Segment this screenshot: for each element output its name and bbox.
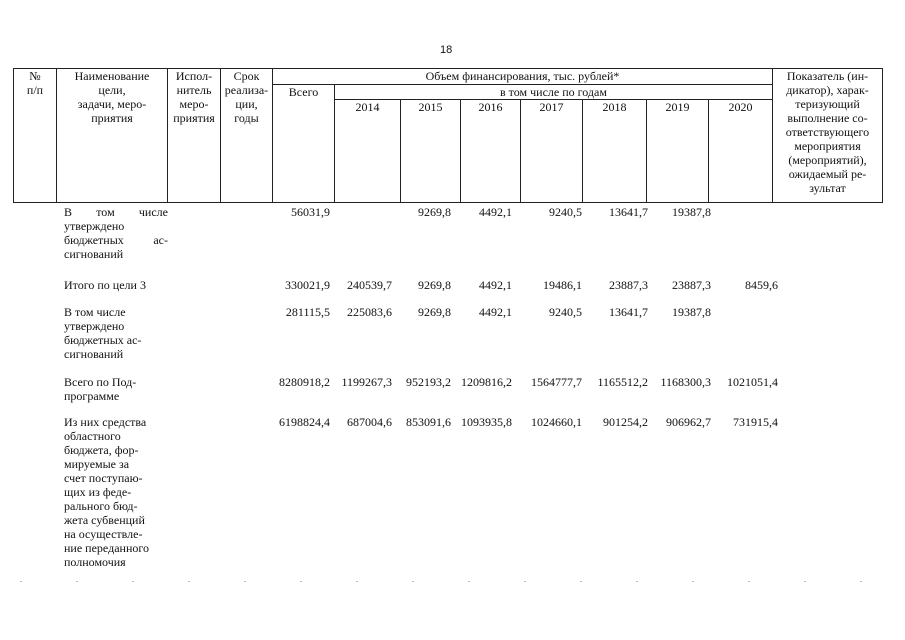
scan-dot <box>748 581 750 582</box>
page-number: 18 <box>440 44 453 56</box>
table-cell-value: 1564777,7 <box>531 375 582 389</box>
scan-dot <box>524 581 526 582</box>
header-year: 2020 <box>709 100 773 203</box>
table-cell-value: 13641,7 <box>609 305 648 319</box>
table-cell-value: 1199267,3 <box>341 375 392 389</box>
table-cell-value: 853091,6 <box>406 415 451 429</box>
table-cell-value: 330021,9 <box>285 278 330 292</box>
scan-dot <box>860 581 862 582</box>
table-cell-value: 1209816,2 <box>461 375 512 389</box>
header-year: 2017 <box>521 100 583 203</box>
table-cell-value: 9269,8 <box>418 205 451 219</box>
table-cell-value: 4492,1 <box>479 205 512 219</box>
header-term: Срок реализа- ции, годы <box>221 69 273 203</box>
table-cell-value: 9269,8 <box>418 305 451 319</box>
table-cell-value: 9240,5 <box>549 205 582 219</box>
header-name: Наименование цели, задачи, меро- приятия <box>57 69 168 203</box>
table-cell-value: 952193,2 <box>406 375 451 389</box>
table-cell-value: 281115,5 <box>285 305 330 319</box>
scan-dot <box>300 581 302 582</box>
row-label: Из них средства областного бюджета, фор- мируемые за счет поступаю- щих из феде- рального бюд- жета субвенций на осуществле- ние переданного полномочия <box>64 415 149 569</box>
table-cell-value: 9269,8 <box>418 278 451 292</box>
scan-dot <box>692 581 694 582</box>
header-executor: Испол- нитель меро- приятия <box>168 69 221 203</box>
header-year: 2019 <box>647 100 709 203</box>
table-cell-value: 1165512,2 <box>597 375 648 389</box>
table-cell-value: 1093935,8 <box>461 415 512 429</box>
scan-dot <box>76 581 78 582</box>
scan-dot <box>580 581 582 582</box>
table-cell-value: 4492,1 <box>479 278 512 292</box>
row-label: Всего по Под- программе <box>64 375 137 403</box>
scan-dot <box>804 581 806 582</box>
row-label: В том числе утверждено бюджетных ас- сигнований <box>64 305 142 361</box>
table-cell-value: 8280918,2 <box>279 375 330 389</box>
table-cell-value: 240539,7 <box>347 278 392 292</box>
scan-dot <box>20 581 22 582</box>
table-cell-value: 901254,2 <box>603 415 648 429</box>
header-funding: Объем финансирования, тыс. рублей* <box>273 69 773 85</box>
table-cell-value: 23887,3 <box>609 278 648 292</box>
table-cell-value: 9240,5 <box>549 305 582 319</box>
table-cell-value: 19387,8 <box>672 205 711 219</box>
table-cell-value: 1024660,1 <box>531 415 582 429</box>
header-total: Всего <box>273 85 335 203</box>
table-cell-value: 687004,6 <box>347 415 392 429</box>
scan-dot <box>356 581 358 582</box>
header-year: 2016 <box>461 100 521 203</box>
scan-dot <box>468 581 470 582</box>
table-cell-value: 8459,6 <box>745 278 778 292</box>
table-cell-value: 19486,1 <box>543 278 582 292</box>
header-year: 2018 <box>583 100 647 203</box>
table-cell-value: 225083,6 <box>347 305 392 319</box>
table-cell-value: 13641,7 <box>609 205 648 219</box>
table-cell-value: 906962,7 <box>666 415 711 429</box>
header-indicator: Показатель (ин- дикатор), харак- теризующий выполнение со- ответствующего мероприятия (мероприятий), ожидаемый ре- зультат <box>773 69 883 203</box>
table-cell-value: 4492,1 <box>479 305 512 319</box>
scan-dot <box>188 581 190 582</box>
scan-dot <box>636 581 638 582</box>
scan-dot <box>132 581 134 582</box>
header-year: 2014 <box>335 100 401 203</box>
row-label: В том числе утверждено бюджетных ас- сигнований <box>64 205 168 261</box>
table-cell-value: 1168300,3 <box>660 375 711 389</box>
table-cell-value: 1021051,4 <box>727 375 778 389</box>
table-cell-value: 731915,4 <box>733 415 778 429</box>
table-cell-value: 23887,3 <box>672 278 711 292</box>
table-cell-value: 19387,8 <box>672 305 711 319</box>
table-cell-value: 6198824,4 <box>279 415 330 429</box>
header-year: 2015 <box>401 100 461 203</box>
header-num: № п/п <box>14 69 57 203</box>
header-by-years: в том числе по годам <box>335 85 773 100</box>
dotted-rule <box>0 581 905 585</box>
row-label: Итого по цели 3 <box>64 278 146 292</box>
scan-dot <box>244 581 246 582</box>
table-cell-value: 56031,9 <box>291 205 330 219</box>
scan-dot <box>412 581 414 582</box>
